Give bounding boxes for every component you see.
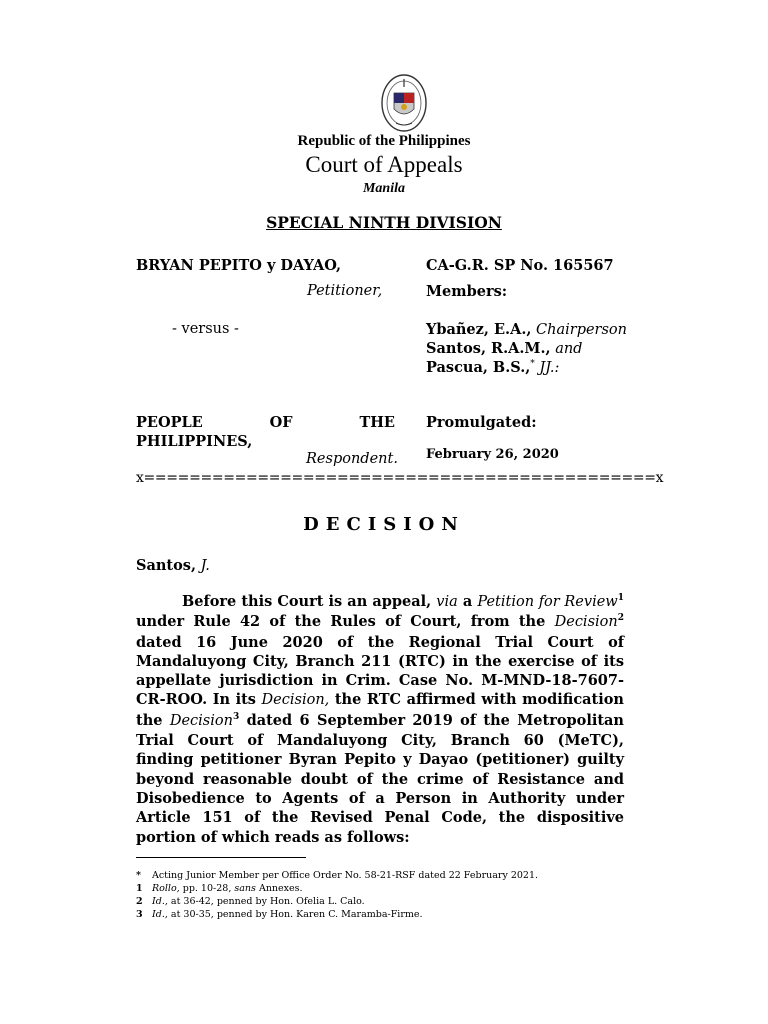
body-text: dated 6 September 2019 of the Metropolitan Trial Court of Mandaluyong City, Branch 60 (MeTC), finding petitioner Byran Pepito y Dayao (petitioner) guilty beyond reasonable doubt of the crime of Resistance and Disobedience to Agents of a Person in Authority under Article 151 of the Revised Penal Code, the dispositive portion of which reads as follows: [136,711,624,846]
court-name: Court of Appeals [305,152,463,177]
body-italic: Petition for Review [477,594,618,610]
member-item [426,321,627,338]
respondent-name-line1 [136,414,395,431]
respondent-role: Respondent. [306,451,398,467]
respondent-name-line2: PHILIPPINES, [136,433,253,450]
footnote-mark: * [136,870,141,881]
footnote-mark: 3 [136,909,143,920]
body-italic: Decision [554,614,618,631]
footnote-item [136,883,303,894]
footnote-mark: 2 [136,896,143,907]
footnote-item [136,870,538,881]
footnote-text: at 30-35, penned by Hon. Karen C. Maramba-Firme. [170,909,423,920]
footnote-italic: Rollo, [152,883,180,894]
footnote-item [136,896,365,907]
ponente-suffix: J. [200,558,210,574]
division-heading: SPECIAL NINTH DIVISION [266,213,502,232]
promulgated-label: Promulgated: [426,414,537,431]
footnote-ref: 3 [232,711,240,722]
footnote-italic: sans [234,883,256,894]
members-label: Members: [426,283,508,300]
decision-body-paragraph [136,592,624,847]
versus-label: - versus - [172,321,239,337]
body-text: dated 16 June 2020 of the Regional Trial Court of Mandaluyong City, Branch 211 (RTC) in the exercise of its appellate jurisdiction in Crim. Case No. M-MND-18-7607-CR-ROO. In its [136,633,624,709]
footnote-text: pp. 10-28, [182,883,232,894]
body-italic: via [436,594,458,610]
body-italic: Decision, [261,692,330,709]
member-item [426,340,582,357]
member-item [426,359,559,376]
member-name: Pascua, B.S., [426,359,531,376]
footnote-ref: 2 [617,613,624,624]
member-name: Ybañez, E.A., [426,321,532,338]
footnote-text: at 36-42, penned by Hon. Ofelia L. Calo. [170,896,365,907]
city-name: Manila [362,181,405,196]
case-number: CA-G.R. SP No. 165567 [426,257,614,274]
member-role: and [555,341,583,357]
footnote-italic: Id., [152,909,168,920]
footnote-mark: 1 [136,883,143,894]
footnote-mark: * [530,359,535,370]
body-text: the RTC affirmed with modification the [136,691,624,729]
decision-title: DECISION [303,514,465,535]
ponente-line [136,557,210,574]
respondent-word: OF [269,414,293,431]
body-text: Before this Court is an appeal, [182,593,432,610]
footnote-divider [136,857,306,858]
member-role: Chairperson [536,322,627,338]
footnote-ref: 1 [617,593,624,604]
ponente-name: Santos, [136,557,196,574]
footnote-text: Acting Junior Member per Office Order No. 58-21-RSF dated 22 February 2021. [152,870,539,881]
caption-separator: x=============================================x [136,470,664,486]
petitioner-name: BRYAN PEPITO y DAYAO, [136,257,342,274]
republic-heading: Republic of the Philippines [297,133,471,149]
body-italic: Decision [169,712,233,729]
promulgated-date: February 26, 2020 [426,447,559,462]
member-name: Santos, R.A.M., [426,340,551,357]
body-text: a [462,593,473,610]
petitioner-role: Petitioner, [307,283,383,299]
court-seal-icon [380,73,428,135]
body-text: under Rule 42 of the Rules of Court, from the [136,613,546,631]
footnote-italic: Id., [152,896,168,907]
footnote-item [136,909,423,920]
respondent-word: THE [359,414,395,431]
footnote-text: Annexes. [258,883,303,894]
respondent-word: PEOPLE [136,414,203,431]
member-role: JJ.: [539,360,560,376]
